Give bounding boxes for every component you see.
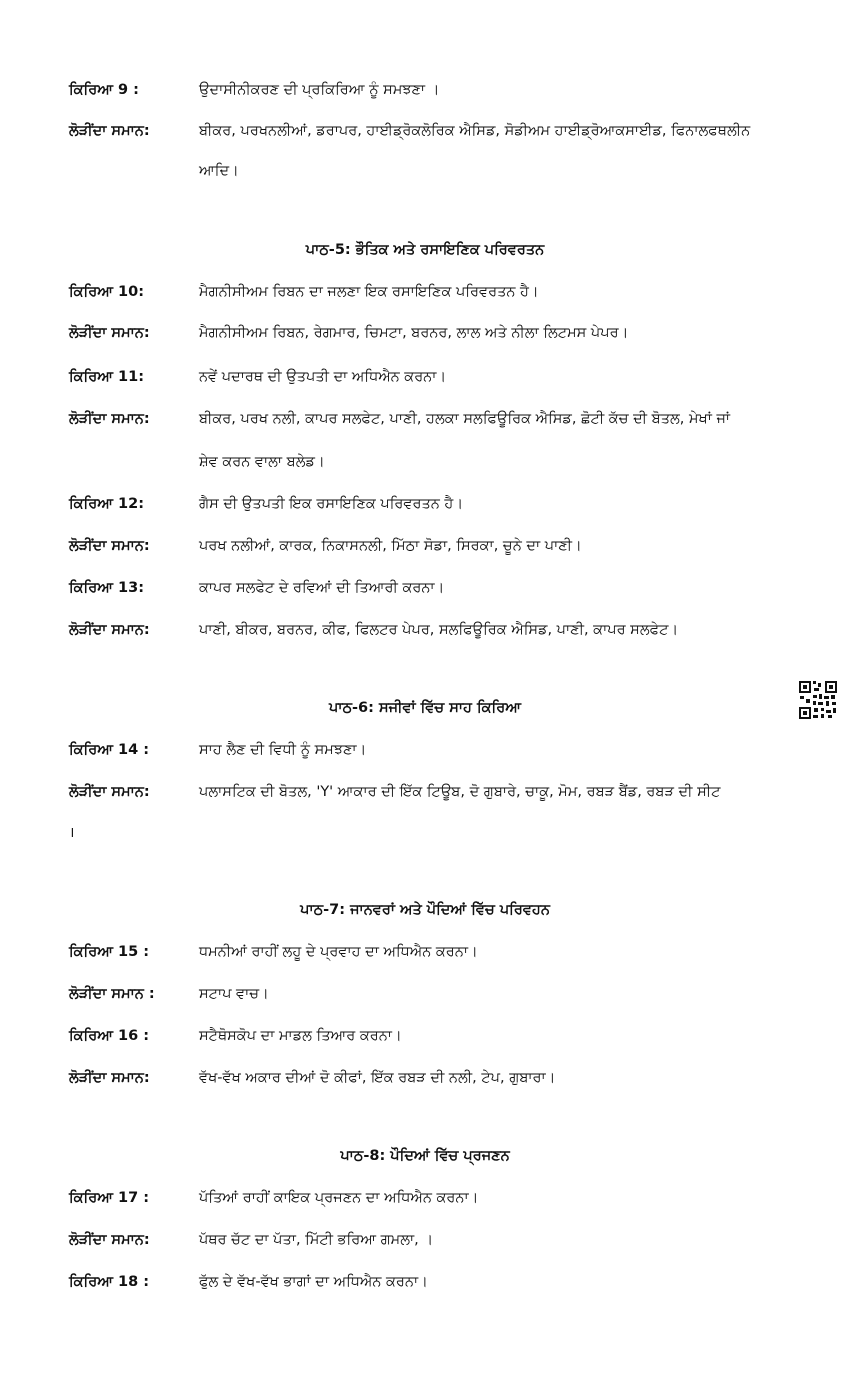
materials-text: ਪਲਾਸਟਿਕ ਦੀ ਬੋਤਲ, 'Y' ਆਕਾਰ ਦੀ ਇੱਕ ਟਿਊਬ, ਦੋ ਗੁਬਾਰੇ, ਚਾਕੂ, ਮੋਮ, ਰਬੜ ਬੈਂਡ, ਰਬੜ ਦੀ ਸੀਟ — [199, 784, 721, 800]
activity-text: ਮੈਗਨੀਸੀਅਮ ਰਿਬਨ ਦਾ ਜਲਣਾ ਇਕ ਰਸਾਇਣਿਕ ਪਰਿਵਰਤਨ ਹੈ। — [199, 284, 539, 300]
activity-label: ਕਿਰਿਆ 18 : — [69, 1274, 150, 1290]
activity-label: ਕਿਰਿਆ 12: — [69, 496, 145, 512]
activity-label: ਕਿਰਿਆ 11: — [69, 369, 145, 385]
activity-label: ਕਿਰਿਆ 17 : — [69, 1190, 150, 1206]
activity-text: ਗੈਸ ਦੀ ਉਤਪਤੀ ਇਕ ਰਸਾਇਣਿਕ ਪਰਿਵਰਤਨ ਹੈ। — [199, 496, 464, 512]
chapter-8-heading: ਪਾਠ-8: ਪੌਦਿਆਂ ਵਿੱਚ ਪ੍ਰਜਣਨ — [340, 1148, 510, 1164]
materials-text: ਪੱਥਰ ਚੱਟ ਦਾ ਪੱਤਾ, ਮਿੱਟੀ ਭਰਿਆ ਗਮਲਾ, । — [199, 1232, 434, 1248]
activity-text: ਸਟੈਥੋਸਕੋਪ ਦਾ ਮਾਡਲ ਤਿਆਰ ਕਰਨਾ। — [199, 1028, 402, 1044]
materials-label: ਲੋੜੀਂਦਾ ਸਮਾਨ: — [69, 123, 150, 139]
activity-text: ਫੁੱਲ ਦੇ ਵੱਖ-ਵੱਖ ਭਾਗਾਂ ਦਾ ਅਧਿਐਨ ਕਰਨਾ। — [199, 1274, 428, 1290]
materials-text: ਬੀਕਰ, ਪਰਖ ਨਲੀ, ਕਾਪਰ ਸਲਫੇਟ, ਪਾਣੀ, ਹਲਕਾ ਸਲਫਿਊਰਿਕ ਐਸਿਡ, ਛੋਟੀ ਕੱਚ ਦੀ ਬੋਤਲ, ਮੇਖਾਂ ਜਾਂ — [199, 411, 731, 427]
activity-text: ਉਦਾਸੀਨੀਕਰਣ ਦੀ ਪ੍ਰਕਿਰਿਆ ਨੂੰ ਸਮਝਣਾ । — [199, 82, 440, 98]
materials-text: ਸਟਾਪ ਵਾਚ। — [199, 986, 269, 1002]
chapter-7-heading: ਪਾਠ-7: ਜਾਨਵਰਾਂ ਅਤੇ ਪੌਦਿਆਂ ਵਿੱਚ ਪਰਿਵਹਨ — [300, 902, 550, 918]
materials-label: ਲੋੜੀਂਦਾ ਸਮਾਨ: — [69, 411, 150, 427]
materials-text: ਮੈਗਨੀਸੀਅਮ ਰਿਬਨ, ਰੇਗਮਾਰ, ਚਿਮਟਾ, ਬਰਨਰ, ਲਾਲ ਅਤੇ ਨੀਲਾ ਲਿਟਮਸ ਪੇਪਰ। — [199, 325, 629, 341]
activity-label: ਕਿਰਿਆ 9 : — [69, 82, 139, 98]
materials-label: ਲੋੜੀਂਦਾ ਸਮਾਨ: — [69, 1070, 150, 1086]
materials-label: ਲੋੜੀਂਦਾ ਸਮਾਨ: — [69, 1232, 150, 1248]
activity-label: ਕਿਰਿਆ 16 : — [69, 1028, 150, 1044]
materials-text: ਪਰਖ ਨਲੀਆਂ, ਕਾਰਕ, ਨਿਕਾਸਨਲੀ, ਮਿੱਠਾ ਸੋਡਾ, ਸਿਰਕਾ, ਚੂਨੇ ਦਾ ਪਾਣੀ। — [199, 538, 582, 554]
activity-text: ਕਾਪਰ ਸਲਫੇਟ ਦੇ ਰਵਿਆਂ ਦੀ ਤਿਆਰੀ ਕਰਨਾ। — [199, 580, 445, 596]
materials-label: ਲੋੜੀਂਦਾ ਸਮਾਨ : — [69, 986, 155, 1002]
materials-label: ਲੋੜੀਂਦਾ ਸਮਾਨ: — [69, 784, 150, 800]
chapter-5-heading: ਪਾਠ-5: ਭੌਤਿਕ ਅਤੇ ਰਸਾਇਣਿਕ ਪਰਿਵਰਤਨ — [305, 242, 545, 258]
activity-text: ਪੱਤਿਆਂ ਰਾਹੀਂ ਕਾਇਕ ਪ੍ਰਜਣਨ ਦਾ ਅਧਿਐਨ ਕਰਨਾ। — [199, 1190, 479, 1206]
activity-text: ਧਮਨੀਆਂ ਰਾਹੀਂ ਲਹੂ ਦੇ ਪ੍ਰਵਾਹ ਦਾ ਅਧਿਐਨ ਕਰਨਾ। — [199, 944, 478, 960]
activity-label: ਕਿਰਿਆ 13: — [69, 580, 145, 596]
activity-label: ਕਿਰਿਆ 15 : — [69, 944, 150, 960]
materials-text: ਪਾਣੀ, ਬੀਕਰ, ਬਰਨਰ, ਕੀਫ, ਫਿਲਟਰ ਪੇਪਰ, ਸਲਫਿਊਰਿਕ ਐਸਿਡ, ਪਾਣੀ, ਕਾਪਰ ਸਲਫੇਟ। — [199, 622, 679, 638]
materials-label: ਲੋੜੀਂਦਾ ਸਮਾਨ: — [69, 325, 150, 341]
activity-text: ਨਵੇਂ ਪਦਾਰਥ ਦੀ ਉਤਪਤੀ ਦਾ ਅਧਿਐਨ ਕਰਨਾ। — [199, 369, 447, 385]
materials-text-continued: । — [69, 825, 75, 841]
qr-code-icon — [798, 680, 838, 720]
activity-label: ਕਿਰਿਆ 14 : — [69, 742, 150, 758]
materials-text-continued: ਸ਼ੇਵ ਕਰਨ ਵਾਲਾ ਬਲੇਡ। — [199, 454, 325, 470]
materials-label: ਲੋੜੀਂਦਾ ਸਮਾਨ: — [69, 622, 150, 638]
materials-text-continued: ਆਦਿ। — [199, 163, 239, 179]
activity-label: ਕਿਰਿਆ 10: — [69, 284, 145, 300]
materials-text: ਵੱਖ-ਵੱਖ ਅਕਾਰ ਦੀਆਂ ਦੋ ਕੀਫਾਂ, ਇੱਕ ਰਬੜ ਦੀ ਨਲੀ, ਟੇਪ, ਗੁਬਾਰਾ। — [199, 1070, 556, 1086]
materials-label: ਲੋੜੀਂਦਾ ਸਮਾਨ: — [69, 538, 150, 554]
chapter-6-heading: ਪਾਠ-6: ਸਜੀਵਾਂ ਵਿੱਚ ਸਾਹ ਕਿਰਿਆ — [328, 700, 521, 716]
materials-text: ਬੀਕਰ, ਪਰਖਨਲੀਆਂ, ਡਰਾਪਰ, ਹਾਈਡ੍ਰੋਕਲੋਰਿਕ ਐਸਿਡ, ਸੋਡੀਅਮ ਹਾਈਡ੍ਰੋਆਕਸਾਈਡ, ਫਿਨਾਲਫਥਲੀਨ — [199, 123, 751, 139]
activity-text: ਸਾਹ ਲੈਣ ਦੀ ਵਿਧੀ ਨੂੰ ਸਮਝਣਾ। — [199, 742, 367, 758]
